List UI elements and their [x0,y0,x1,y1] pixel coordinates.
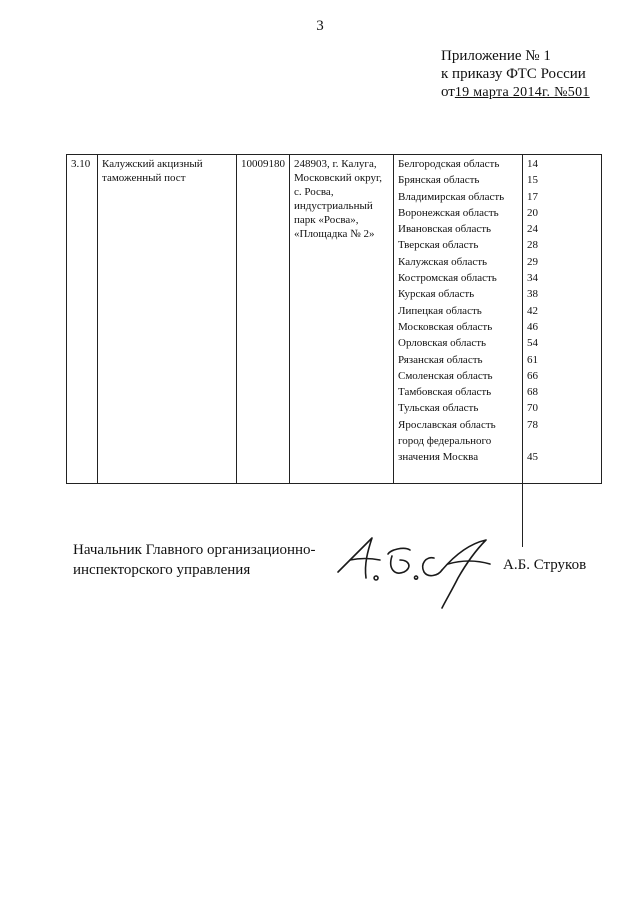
region-name: Владимирская область [398,190,505,203]
region-code: 66 [527,369,538,382]
region-name: Брянская область [398,174,480,187]
position-line-2: инспекторского управления [73,562,251,578]
region-row [398,385,597,401]
region-name: Тверская область [398,239,479,252]
region-row [398,238,597,254]
region-code: 54 [527,337,538,350]
region-row [398,304,597,320]
region-row [398,353,597,369]
region-name: Тамбовская область [398,386,492,399]
region-name: Воронежская область [398,206,499,219]
region-row [398,287,597,303]
row-number-cell: 3.10 [67,155,98,484]
region-row [398,271,597,287]
region-name: Орловская область [398,337,487,350]
region-row [398,190,597,206]
region-row [398,369,597,385]
region-row [398,401,597,417]
region-name: Ивановская область [398,223,492,236]
appendix-date-prefix: от [441,84,455,100]
region-row [398,418,597,434]
appendix-title: Приложение № 1 [441,48,551,64]
region-name: Костромская область [398,272,497,285]
post-address-cell: 248903, г. Калуга, Московский округ, с. Росва, индустриальный парк «Росва», «Площадка № 2» [290,155,394,484]
region-name: Курская область [398,288,475,301]
region-code: 46 [527,320,538,333]
region-code: 24 [527,223,538,236]
appendix-date-line [441,83,590,102]
post-code-cell: 10009180 [237,155,290,484]
region-name: Ярославская область [398,418,496,431]
region-code: 61 [527,353,538,366]
page-number: 3 [316,18,324,34]
table-row [67,155,602,484]
region-row [398,206,597,222]
region-row [398,157,597,173]
region-name: город федерального [398,435,492,448]
region-code: 78 [527,418,538,431]
region-code: 34 [527,272,538,285]
post-name-cell: Калужский акцизный таможенный пост [98,155,237,484]
appendix-header [441,47,590,102]
region-name: Липецкая область [398,304,482,317]
region-code: 14 [527,158,538,170]
region-row [398,336,597,352]
region-name: значения Москва [398,451,479,464]
signer-name: А.Б. Струков [503,557,587,573]
region-code: 45 [527,451,538,464]
region-code: 15 [527,174,538,187]
regions-cell [394,155,602,484]
region-row [398,222,597,238]
region-name: Московская область [398,320,493,333]
signatory-position [73,540,316,580]
regions-list [398,157,597,467]
region-code: 29 [527,255,538,268]
region-code: 70 [527,402,538,415]
appendix-order-ref: к приказу ФТС России [441,66,586,82]
region-code: 38 [527,288,538,301]
region-code [527,434,597,450]
region-name: Рязанская область [398,353,483,366]
handwritten-signature [330,520,500,610]
region-row [398,320,597,336]
appendix-date-value: 19 марта 2014г. №501 [454,85,590,100]
region-name: Калужская область [398,255,488,268]
region-name: Белгородская область [398,158,500,170]
region-name: Тульская область [398,402,479,415]
region-code: 42 [527,304,538,317]
region-row [398,255,597,271]
region-row [398,173,597,189]
region-row [398,434,597,450]
region-code: 17 [527,190,538,203]
region-code: 20 [527,206,538,219]
region-code: 28 [527,239,538,252]
region-code: 68 [527,386,538,399]
customs-post-table [66,154,602,484]
region-name: Смоленская область [398,369,493,382]
position-line-1: Начальник Главного организационно- [73,542,316,558]
region-row [398,450,597,466]
